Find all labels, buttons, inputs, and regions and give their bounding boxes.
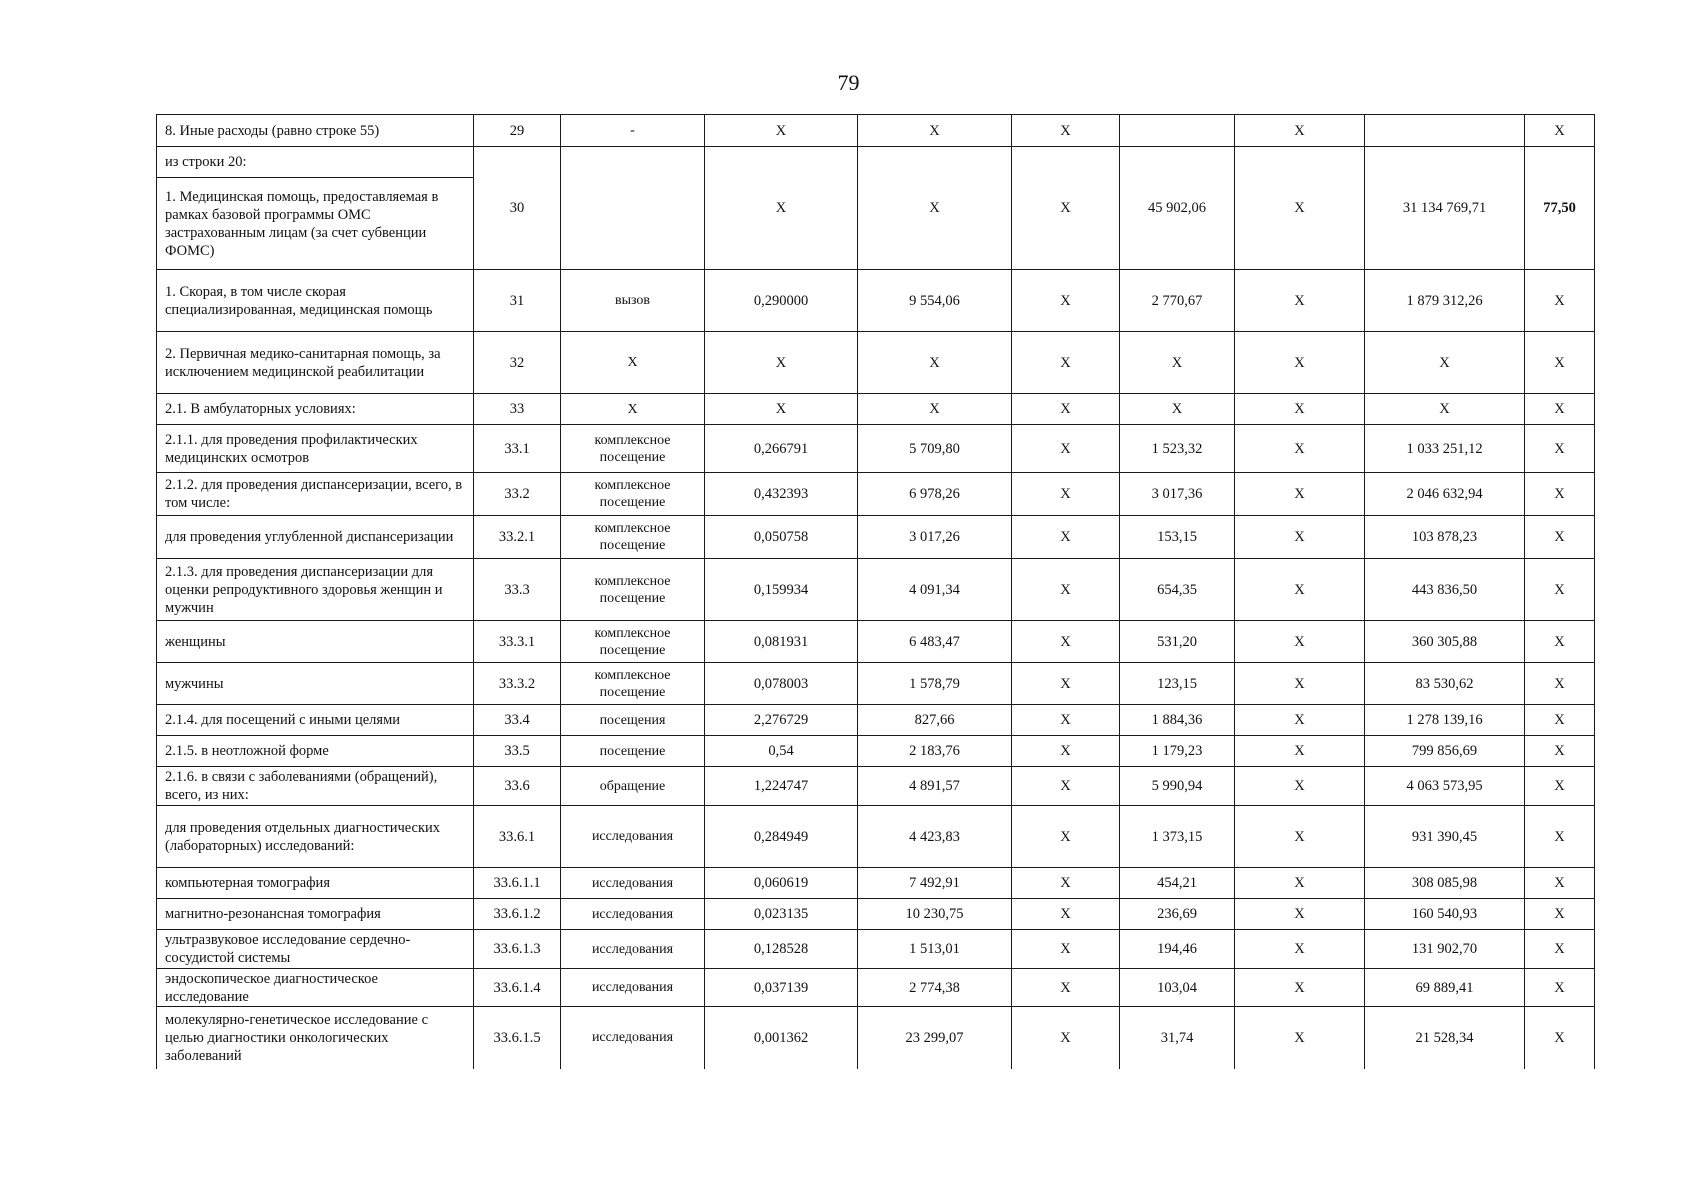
- row-value: 5 709,80: [858, 425, 1012, 473]
- row-value: 123,15: [1120, 663, 1235, 705]
- row-unit: исследования: [561, 806, 705, 868]
- row-value: 45 902,06: [1120, 147, 1235, 270]
- row-value: 194,46: [1120, 930, 1235, 969]
- row-name: для проведения отдельных диагностических (лабораторных) исследований:: [157, 806, 474, 868]
- row-value: 531,20: [1120, 621, 1235, 663]
- row-unit: посещения: [561, 705, 705, 736]
- row-name: 2.1.2. для проведения диспансеризации, всего, в том числе:: [157, 473, 474, 516]
- row-value: X: [1012, 425, 1120, 473]
- row-name: 2. Первичная медико-санитарная помощь, за исключением медицинской реабилитации: [157, 332, 474, 394]
- row-value: 2 046 632,94: [1365, 473, 1525, 516]
- row-value: X: [858, 115, 1012, 147]
- row-line-number: 32: [474, 332, 561, 394]
- row-value: 4 091,34: [858, 559, 1012, 621]
- row-value: 5 990,94: [1120, 767, 1235, 806]
- row-name: из строки 20:: [157, 147, 474, 178]
- row-unit: обращение: [561, 767, 705, 806]
- row-unit: вызов: [561, 270, 705, 332]
- row-unit: комплексное посещение: [561, 516, 705, 559]
- row-value: X: [1012, 969, 1120, 1007]
- row-value: 1,224747: [705, 767, 858, 806]
- row-line-number: 33.1: [474, 425, 561, 473]
- row-value: 103 878,23: [1365, 516, 1525, 559]
- row-value: X: [1525, 425, 1595, 473]
- row-value: X: [1235, 115, 1365, 147]
- row-value: X: [858, 394, 1012, 425]
- row-value: 0,290000: [705, 270, 858, 332]
- row-value: X: [1012, 394, 1120, 425]
- table-row: [157, 1007, 1595, 1069]
- row-value: X: [1235, 621, 1365, 663]
- row-value: 0,432393: [705, 473, 858, 516]
- row-value: X: [1012, 663, 1120, 705]
- row-value: 2 183,76: [858, 736, 1012, 767]
- table-row: [157, 663, 1595, 705]
- row-value: X: [1235, 969, 1365, 1007]
- row-value: X: [1012, 332, 1120, 394]
- row-value: 1 278 139,16: [1365, 705, 1525, 736]
- row-value: 3 017,36: [1120, 473, 1235, 516]
- row-value: 131 902,70: [1365, 930, 1525, 969]
- row-value: X: [1525, 868, 1595, 899]
- row-value: 2 770,67: [1120, 270, 1235, 332]
- row-unit: [561, 147, 705, 270]
- table-row: [157, 115, 1595, 147]
- row-value: X: [1235, 767, 1365, 806]
- row-value: 1 513,01: [858, 930, 1012, 969]
- row-value: 0,001362: [705, 1007, 858, 1069]
- row-line-number: 30: [474, 147, 561, 270]
- row-value: X: [1012, 516, 1120, 559]
- row-value: X: [1235, 270, 1365, 332]
- table-row: [157, 705, 1595, 736]
- table-row: [157, 969, 1595, 1007]
- row-value: 31 134 769,71: [1365, 147, 1525, 270]
- row-line-number: 33.6: [474, 767, 561, 806]
- row-value: X: [1525, 559, 1595, 621]
- row-value: 0,050758: [705, 516, 858, 559]
- row-value: X: [1525, 806, 1595, 868]
- table-row: [157, 516, 1595, 559]
- row-name: 2.1.6. в связи с заболеваниями (обращений), всего, из них:: [157, 767, 474, 806]
- row-value: 31,74: [1120, 1007, 1235, 1069]
- row-value: 83 530,62: [1365, 663, 1525, 705]
- row-value: 1 578,79: [858, 663, 1012, 705]
- row-name: 1. Скорая, в том числе скорая специализированная, медицинская помощь: [157, 270, 474, 332]
- row-value: X: [1525, 473, 1595, 516]
- row-value: 236,69: [1120, 899, 1235, 930]
- row-value: X: [1365, 332, 1525, 394]
- row-value: 827,66: [858, 705, 1012, 736]
- row-value: 2,276729: [705, 705, 858, 736]
- table-row: [157, 332, 1595, 394]
- row-value: 654,35: [1120, 559, 1235, 621]
- row-value: X: [1525, 969, 1595, 1007]
- row-value: X: [1012, 705, 1120, 736]
- row-unit: исследования: [561, 969, 705, 1007]
- table-row: [157, 559, 1595, 621]
- financing-table: [156, 114, 1595, 1069]
- row-value: X: [1525, 516, 1595, 559]
- row-value: X: [1012, 621, 1120, 663]
- row-unit: -: [561, 115, 705, 147]
- row-value: X: [1525, 621, 1595, 663]
- row-value: X: [1525, 899, 1595, 930]
- row-value: X: [1525, 115, 1595, 147]
- row-value: X: [1012, 767, 1120, 806]
- row-value: X: [858, 332, 1012, 394]
- page-number: 79: [837, 70, 860, 95]
- row-value: X: [1235, 868, 1365, 899]
- row-unit: исследования: [561, 868, 705, 899]
- row-line-number: 33.2.1: [474, 516, 561, 559]
- row-unit: исследования: [561, 930, 705, 969]
- row-unit: комплексное посещение: [561, 663, 705, 705]
- row-value: 0,159934: [705, 559, 858, 621]
- row-value: 103,04: [1120, 969, 1235, 1007]
- table-row: [157, 868, 1595, 899]
- table-row: [157, 767, 1595, 806]
- row-value: X: [1235, 473, 1365, 516]
- row-value: X: [705, 332, 858, 394]
- row-unit: исследования: [561, 1007, 705, 1069]
- row-value: 0,284949: [705, 806, 858, 868]
- row-value: X: [1012, 736, 1120, 767]
- row-value: X: [1235, 705, 1365, 736]
- row-value: X: [1235, 899, 1365, 930]
- row-value: X: [1525, 332, 1595, 394]
- row-value: [1120, 115, 1235, 147]
- row-value: X: [1525, 705, 1595, 736]
- row-value: X: [1012, 270, 1120, 332]
- row-value: X: [1365, 394, 1525, 425]
- row-value: 0,54: [705, 736, 858, 767]
- row-name: для проведения углубленной диспансеризации: [157, 516, 474, 559]
- row-value: X: [1525, 663, 1595, 705]
- row-name: 8. Иные расходы (равно строке 55): [157, 115, 474, 147]
- row-unit: исследования: [561, 899, 705, 930]
- row-value: 4 063 573,95: [1365, 767, 1525, 806]
- table-row: [157, 736, 1595, 767]
- row-value: 0,060619: [705, 868, 858, 899]
- row-value: [1365, 115, 1525, 147]
- row-value: X: [1525, 930, 1595, 969]
- row-value: X: [1012, 115, 1120, 147]
- row-value: X: [1235, 806, 1365, 868]
- row-value: 799 856,69: [1365, 736, 1525, 767]
- table-row: [157, 425, 1595, 473]
- row-value: 1 523,32: [1120, 425, 1235, 473]
- table-row: [157, 621, 1595, 663]
- row-name: 2.1.3. для проведения диспансеризации для оценки репродуктивного здоровья женщин и мужчин: [157, 559, 474, 621]
- row-value: X: [1235, 559, 1365, 621]
- row-value: 1 884,36: [1120, 705, 1235, 736]
- row-value: 308 085,98: [1365, 868, 1525, 899]
- row-value: 1 033 251,12: [1365, 425, 1525, 473]
- row-value: X: [1012, 473, 1120, 516]
- row-value: X: [1012, 806, 1120, 868]
- row-value: X: [1235, 1007, 1365, 1069]
- row-line-number: 33.2: [474, 473, 561, 516]
- row-value: 0,266791: [705, 425, 858, 473]
- row-value: 0,128528: [705, 930, 858, 969]
- row-value: 23 299,07: [858, 1007, 1012, 1069]
- row-value: 6 483,47: [858, 621, 1012, 663]
- row-value: X: [1525, 1007, 1595, 1069]
- row-line-number: 33.6.1.1: [474, 868, 561, 899]
- row-unit: комплексное посещение: [561, 621, 705, 663]
- row-value: X: [1012, 1007, 1120, 1069]
- row-value: 0,037139: [705, 969, 858, 1007]
- row-name: молекулярно-генетическое исследование с целью диагностики онкологических заболеваний: [157, 1007, 474, 1069]
- row-name: компьютерная томография: [157, 868, 474, 899]
- table-row: [157, 394, 1595, 425]
- row-line-number: 33.6.1: [474, 806, 561, 868]
- row-value: 1 179,23: [1120, 736, 1235, 767]
- row-value: X: [1120, 332, 1235, 394]
- row-line-number: 33.4: [474, 705, 561, 736]
- row-value: 0,081931: [705, 621, 858, 663]
- table-row: [157, 270, 1595, 332]
- row-value: X: [1235, 425, 1365, 473]
- row-name: 2.1.1. для проведения профилактических медицинских осмотров: [157, 425, 474, 473]
- row-value: 4 891,57: [858, 767, 1012, 806]
- row-value: 4 423,83: [858, 806, 1012, 868]
- row-line-number: 31: [474, 270, 561, 332]
- row-value: X: [1235, 516, 1365, 559]
- row-unit: комплексное посещение: [561, 425, 705, 473]
- row-value: X: [1012, 930, 1120, 969]
- row-unit: комплексное посещение: [561, 559, 705, 621]
- row-value: 7 492,91: [858, 868, 1012, 899]
- row-value: X: [705, 147, 858, 270]
- row-name: эндоскопическое диагностическое исследование: [157, 969, 474, 1007]
- row-line-number: 33.3.1: [474, 621, 561, 663]
- row-line-number: 33.6.1.2: [474, 899, 561, 930]
- row-value: X: [1525, 736, 1595, 767]
- row-value: 9 554,06: [858, 270, 1012, 332]
- row-value: 21 528,34: [1365, 1007, 1525, 1069]
- row-value: 160 540,93: [1365, 899, 1525, 930]
- table-row: [157, 473, 1595, 516]
- table-row: [157, 806, 1595, 868]
- row-value: 0,023135: [705, 899, 858, 930]
- row-value: 3 017,26: [858, 516, 1012, 559]
- row-value: X: [1235, 930, 1365, 969]
- row-name: ультразвуковое исследование сердечно-сосудистой системы: [157, 930, 474, 969]
- row-value: 360 305,88: [1365, 621, 1525, 663]
- row-value: X: [1120, 394, 1235, 425]
- row-value: X: [1525, 767, 1595, 806]
- row-value: 10 230,75: [858, 899, 1012, 930]
- row-line-number: 33.6.1.4: [474, 969, 561, 1007]
- row-value: 1 879 312,26: [1365, 270, 1525, 332]
- row-name: 2.1. В амбулаторных условиях:: [157, 394, 474, 425]
- row-unit: посещение: [561, 736, 705, 767]
- row-name: магнитно-резонансная томография: [157, 899, 474, 930]
- row-name: мужчины: [157, 663, 474, 705]
- row-unit: X: [561, 394, 705, 425]
- row-line-number: 33.5: [474, 736, 561, 767]
- row-value: X: [1012, 868, 1120, 899]
- row-value: X: [858, 147, 1012, 270]
- row-unit: X: [561, 332, 705, 394]
- row-value: 454,21: [1120, 868, 1235, 899]
- row-value: X: [1235, 147, 1365, 270]
- table-row: [157, 899, 1595, 930]
- row-value: 0,078003: [705, 663, 858, 705]
- table-row: [157, 147, 1595, 178]
- row-line-number: 33.6.1.3: [474, 930, 561, 969]
- row-value: X: [1235, 394, 1365, 425]
- row-value: 931 390,45: [1365, 806, 1525, 868]
- table-row: [157, 930, 1595, 969]
- row-value: X: [1235, 736, 1365, 767]
- row-line-number: 33: [474, 394, 561, 425]
- row-unit: комплексное посещение: [561, 473, 705, 516]
- row-line-number: 29: [474, 115, 561, 147]
- row-value: 77,50: [1525, 147, 1595, 270]
- row-value: X: [1012, 147, 1120, 270]
- row-line-number: 33.6.1.5: [474, 1007, 561, 1069]
- row-value: 6 978,26: [858, 473, 1012, 516]
- row-value: X: [1525, 270, 1595, 332]
- row-name: 2.1.4. для посещений с иными целями: [157, 705, 474, 736]
- row-name: 1. Медицинская помощь, предоставляемая в рамках базовой программы ОМС застрахованным лицам (за счет субвенции ФОМС): [157, 178, 474, 270]
- row-value: 1 373,15: [1120, 806, 1235, 868]
- row-value: X: [705, 115, 858, 147]
- row-value: X: [1012, 899, 1120, 930]
- row-value: X: [1235, 332, 1365, 394]
- row-value: 153,15: [1120, 516, 1235, 559]
- row-value: X: [1235, 663, 1365, 705]
- row-value: X: [1012, 559, 1120, 621]
- row-value: 2 774,38: [858, 969, 1012, 1007]
- row-value: 69 889,41: [1365, 969, 1525, 1007]
- row-name: 2.1.5. в неотложной форме: [157, 736, 474, 767]
- row-value: X: [1525, 394, 1595, 425]
- row-line-number: 33.3.2: [474, 663, 561, 705]
- row-value: X: [705, 394, 858, 425]
- row-line-number: 33.3: [474, 559, 561, 621]
- row-name: женщины: [157, 621, 474, 663]
- row-value: 443 836,50: [1365, 559, 1525, 621]
